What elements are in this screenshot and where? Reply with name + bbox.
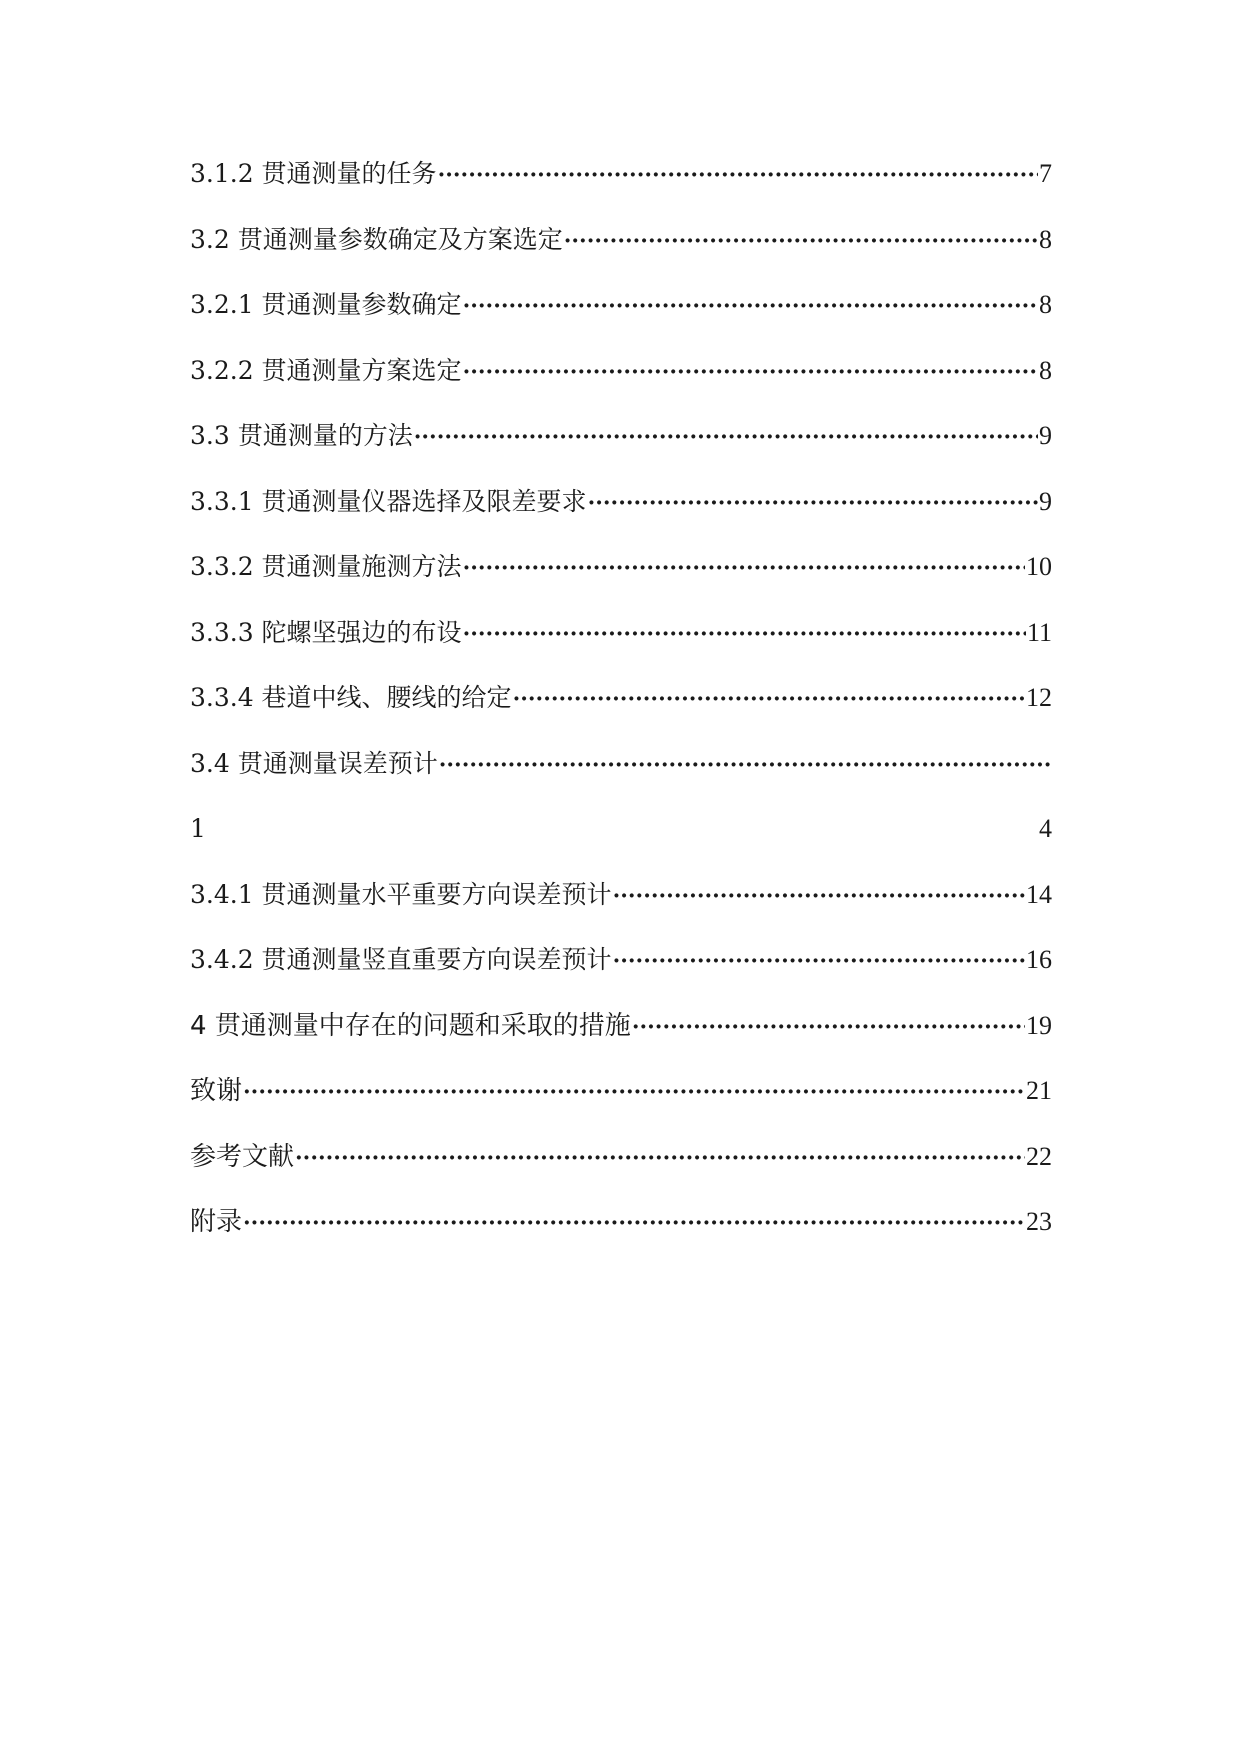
toc-entry-title: 4 贯通测量中存在的问题和采取的措施 <box>190 1010 631 1041</box>
toc-dot-leader <box>414 417 1038 457</box>
toc-entry-page-number: 19 <box>1026 1010 1052 1040</box>
toc-entry <box>190 744 1052 810</box>
toc-entry <box>190 1137 1052 1203</box>
toc-dot-leader <box>613 941 1025 981</box>
toc-entry <box>190 416 1052 482</box>
toc-entry-page-number: 23 <box>1026 1207 1052 1236</box>
table-of-contents <box>190 154 1052 1268</box>
toc-entry-page-number: 14 <box>1026 879 1052 909</box>
toc-entry-title: 3.2.1 贯通测量参数确定 <box>190 290 462 319</box>
toc-dot-leader <box>632 1007 1025 1047</box>
toc-entry <box>190 678 1052 744</box>
toc-dot-leader <box>564 221 1038 261</box>
toc-entry-title: 参考文献 <box>190 1141 295 1172</box>
toc-dot-leader <box>463 548 1025 588</box>
toc-dot-leader <box>243 1072 1025 1112</box>
toc-dot-leader <box>295 1138 1025 1178</box>
toc-entry-title: 致谢 <box>190 1076 243 1106</box>
toc-entry-title: 3.3 贯通测量的方法 <box>190 421 413 450</box>
toc-entry-page-number: 9 <box>1039 486 1052 516</box>
toc-entry-title: 3.2 贯通测量参数确定及方案选定 <box>190 224 563 254</box>
toc-dot-leader <box>513 679 1025 719</box>
toc-entry-page-number: 12 <box>1026 683 1052 712</box>
toc-dot-leader <box>438 155 1038 195</box>
toc-entry <box>190 809 1052 875</box>
toc-entry-page-number: 22 <box>1026 1141 1052 1171</box>
toc-entry-page-number: 11 <box>1026 617 1052 647</box>
toc-entry-title: 3.3.1 贯通测量仪器选择及限差要求 <box>190 486 587 516</box>
toc-entry <box>190 940 1052 1006</box>
toc-entry <box>190 220 1052 286</box>
toc-entry <box>190 1006 1052 1072</box>
toc-entry-title: 3.4 贯通测量误差预计 <box>190 748 438 778</box>
toc-entry-title: 3.3.3 陀螺坚强边的布设 <box>190 617 462 647</box>
toc-dot-leader <box>463 614 1026 654</box>
toc-entry-title: 附录 <box>190 1207 243 1237</box>
toc-entry-title: 3.3.2 贯通测量施测方法 <box>190 552 462 581</box>
toc-dot-leader <box>439 745 1051 785</box>
toc-entry <box>190 351 1052 417</box>
toc-entry <box>190 1202 1052 1268</box>
toc-entry-page-number: 7 <box>1039 159 1052 188</box>
toc-entry-page-number: 21 <box>1026 1076 1052 1105</box>
toc-entry-title: 3.2.2 贯通测量方案选定 <box>190 355 462 385</box>
toc-entry-page-number: 8 <box>1039 224 1052 254</box>
toc-entry-page-number: 16 <box>1026 945 1052 974</box>
toc-entry-page-number: 8 <box>1039 290 1052 319</box>
toc-entry <box>190 482 1052 548</box>
toc-entry-page-number: 4 <box>1039 814 1052 843</box>
toc-entry-page-number: 8 <box>1039 355 1052 385</box>
toc-entry-title: 3.4.1 贯通测量水平重要方向误差预计 <box>190 879 612 909</box>
toc-entry <box>190 285 1052 351</box>
toc-entry <box>190 547 1052 613</box>
toc-entry-title: 3.4.2 贯通测量竖直重要方向误差预计 <box>190 945 612 974</box>
toc-dot-leader <box>588 483 1038 523</box>
toc-dot-leader <box>463 352 1038 392</box>
toc-dot-leader <box>463 286 1038 326</box>
toc-entry-title: 3.3.4 巷道中线、腰线的给定 <box>190 683 512 712</box>
toc-entry <box>190 154 1052 220</box>
toc-dot-leader <box>243 1203 1025 1243</box>
toc-entry <box>190 875 1052 941</box>
toc-entry <box>190 613 1052 679</box>
toc-entry-title: 1 <box>190 814 206 843</box>
toc-entry-page-number: 9 <box>1039 421 1052 450</box>
toc-entry-title: 3.1.2 贯通测量的任务 <box>190 159 437 188</box>
toc-entry <box>190 1071 1052 1137</box>
toc-dot-leader <box>613 876 1025 916</box>
toc-entry-page-number: 10 <box>1026 552 1052 581</box>
